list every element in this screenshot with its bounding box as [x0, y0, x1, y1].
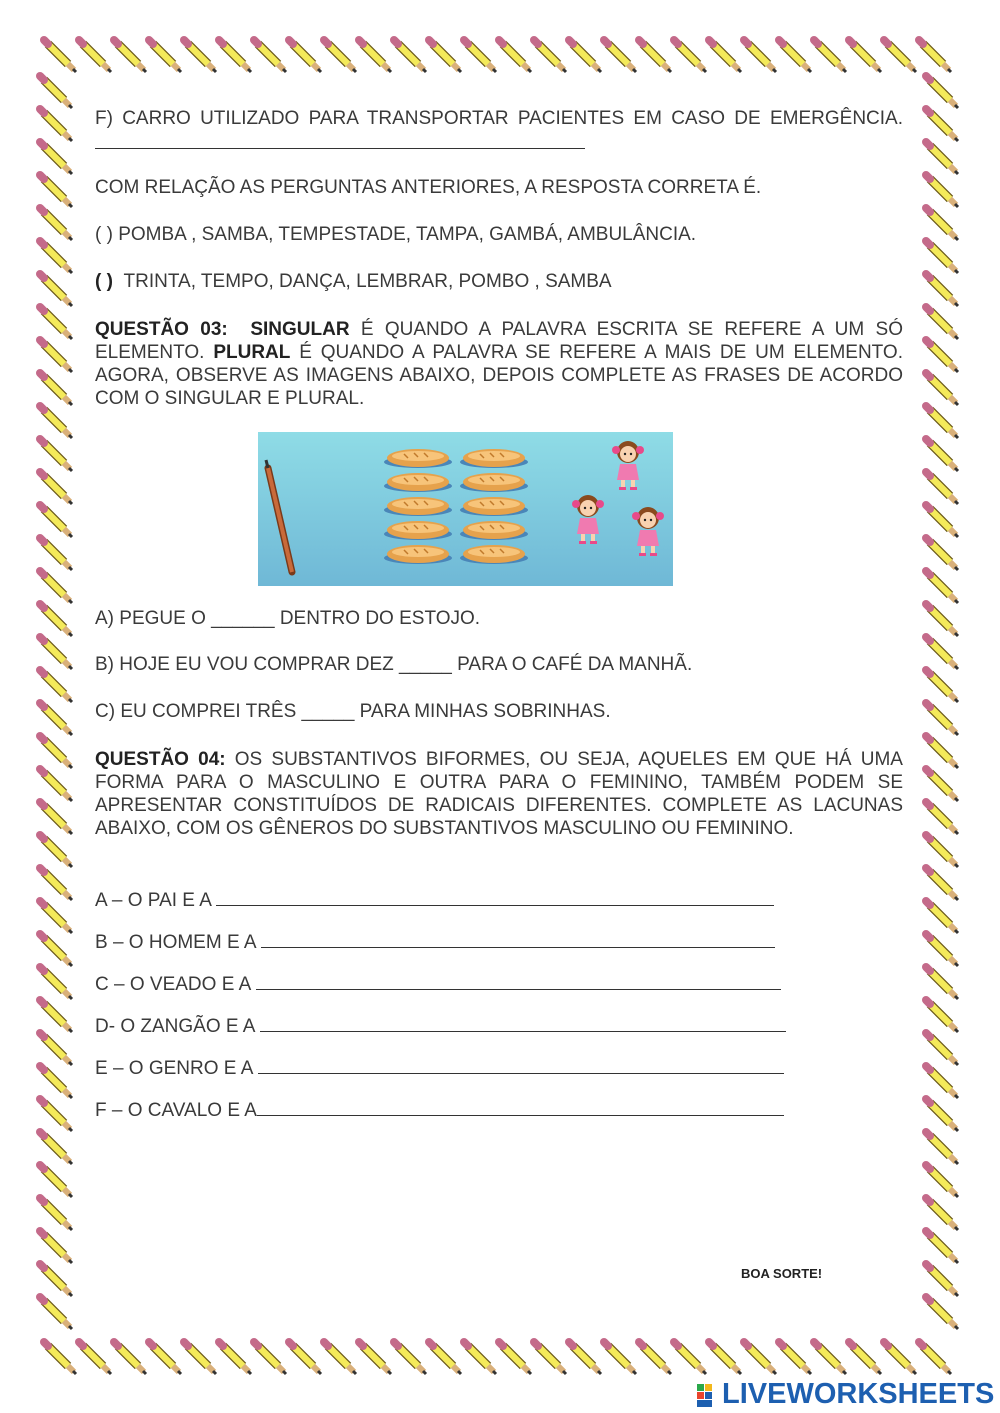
pencil-icon — [569, 40, 601, 72]
question-4-label: QUESTÃO 04: — [95, 749, 226, 770]
liveworksheets-logo[interactable]: LIVEWORKSHEETS — [722, 1378, 995, 1410]
pencil-icon — [534, 40, 566, 72]
singular-plural-illustration — [258, 432, 673, 586]
pencil-icon — [604, 40, 636, 72]
pencil-icon — [926, 1198, 958, 1230]
singular-word: SINGULAR — [250, 319, 350, 340]
pencil-icon — [40, 538, 72, 570]
pencil-icon — [926, 538, 958, 570]
pencil-icon — [926, 472, 958, 504]
q3-item-a: A) PEGUE O ______ DENTRO DO ESTOJO. — [95, 608, 481, 629]
pencil-icon — [40, 406, 72, 438]
pencil-icon — [926, 901, 958, 933]
pencil-icon — [744, 1342, 776, 1374]
q4-item-f: F – O CAVALO E A — [95, 1097, 903, 1122]
pencil-icon — [40, 802, 72, 834]
pencil-icon — [926, 571, 958, 603]
pencil-icon — [926, 307, 958, 339]
pencil-icon — [926, 373, 958, 405]
pencil-icon — [919, 40, 951, 72]
pencil-icon — [926, 439, 958, 471]
pencil-icon — [814, 40, 846, 72]
pencil-icon — [926, 736, 958, 768]
pencil-icon — [40, 439, 72, 471]
pencil-icon — [40, 1132, 72, 1164]
pencil-icon — [40, 1099, 72, 1131]
pencil-icon — [40, 208, 72, 240]
pencil-icon — [926, 109, 958, 141]
pencil-icon — [40, 175, 72, 207]
pencil-icon — [926, 1099, 958, 1131]
pencil-icon — [674, 40, 706, 72]
pencil-icon — [926, 967, 958, 999]
q4-item-c: C – O VEADO E A — [95, 971, 903, 996]
pencil-icon — [40, 1066, 72, 1098]
pencil-icon — [926, 769, 958, 801]
answer-option-2[interactable] — [95, 271, 903, 293]
answer-blank[interactable] — [258, 1055, 784, 1074]
pencil-icon — [184, 1342, 216, 1374]
pencil-icon — [40, 505, 72, 537]
pencil-icon — [926, 1264, 958, 1296]
pencil-icon — [926, 868, 958, 900]
pencil-icon — [40, 571, 72, 603]
pencil-icon — [40, 1000, 72, 1032]
answer-blank[interactable] — [216, 887, 774, 906]
pencil-icon — [254, 1342, 286, 1374]
pencil-icon — [926, 703, 958, 735]
pencil-icon — [926, 934, 958, 966]
pencil-icon — [40, 835, 72, 867]
pencil-icon — [40, 1198, 72, 1230]
pencil-icon — [779, 40, 811, 72]
pencil-icon — [926, 1132, 958, 1164]
pencil-icon — [779, 1342, 811, 1374]
pencil-icon — [926, 208, 958, 240]
pencil-icon — [40, 637, 72, 669]
answer-blank[interactable] — [261, 929, 775, 948]
pencil-icon — [40, 1297, 72, 1329]
pencil-icon — [40, 769, 72, 801]
pencil-icon — [464, 40, 496, 72]
pencil-icon — [394, 40, 426, 72]
pencil-icon — [926, 1231, 958, 1263]
question-f: F) CARRO UTILIZADO PARA TRANSPORTAR PACIENTES EM CASO DE EMERGÊNCIA. — [95, 107, 903, 155]
option-2-text: TRINTA, TEMPO, DANÇA, LEMBRAR, POMBO , SAMBA — [123, 271, 612, 292]
pencil-icon — [40, 736, 72, 768]
pencil-icon — [40, 868, 72, 900]
pencil-icon — [926, 1066, 958, 1098]
pencil-icon — [814, 1342, 846, 1374]
pencil-icon — [639, 40, 671, 72]
pencil-icon — [40, 109, 72, 141]
answer-blank[interactable] — [95, 130, 585, 149]
pencil-icon — [744, 40, 776, 72]
question-3-label: QUESTÃO 03: — [95, 319, 228, 340]
pencil-icon — [849, 1342, 881, 1374]
pencil-icon — [926, 670, 958, 702]
pencil-icon — [289, 40, 321, 72]
pencil-icon — [289, 1342, 321, 1374]
pencil-icon — [40, 901, 72, 933]
pencil-icon — [44, 40, 76, 72]
pencil-icon — [149, 40, 181, 72]
pencil-icon — [40, 604, 72, 636]
pencil-icon — [40, 274, 72, 306]
pencil-icon — [926, 835, 958, 867]
q4-item-e: E – O GENRO E A — [95, 1055, 903, 1080]
pencil-icon — [114, 40, 146, 72]
pencil-icon — [40, 703, 72, 735]
pencil-icon — [324, 1342, 356, 1374]
pencil-icon — [40, 307, 72, 339]
pencil-icon — [40, 934, 72, 966]
pencil-icon — [184, 40, 216, 72]
pencil-icon — [40, 1264, 72, 1296]
pencil-icon — [44, 1342, 76, 1374]
pencil-icon — [79, 1342, 111, 1374]
q4-item-d: D- O ZANGÃO E A — [95, 1013, 903, 1038]
pencil-icon — [534, 1342, 566, 1374]
pencil-icon — [926, 505, 958, 537]
pencil-icon — [926, 76, 958, 108]
pencil-icon — [40, 142, 72, 174]
pencil-icon — [569, 1342, 601, 1374]
pencil-icon — [926, 142, 958, 174]
pencil-icon — [40, 340, 72, 372]
pencil-icon — [926, 802, 958, 834]
pencil-icon — [324, 40, 356, 72]
pencil-icon — [709, 40, 741, 72]
pencil-icon — [499, 40, 531, 72]
question-3-statement: QUESTÃO 03: SINGULAR É QUANDO A PALAVRA ESCRITA SE REFERE A UM SÓ ELEMENTO. PLURAL É QUANDO A PALAVRA SE REFERE A MAIS DE UM ELEMENTO. AGORA, OBSERVE AS IMAGENS ABAIXO, DEPOIS COMPLETE AS FRASES DE ACORDO COM O SINGULAR E PLURAL. — [95, 319, 903, 409]
pencil-icon — [464, 1342, 496, 1374]
pencil-icon — [604, 1342, 636, 1374]
pencil-icon — [40, 472, 72, 504]
pencil-icon — [394, 1342, 426, 1374]
pencil-icon — [40, 1033, 72, 1065]
pencil-icon — [114, 1342, 146, 1374]
pencil-icon — [926, 340, 958, 372]
answer-prompt: COM RELAÇÃO AS PERGUNTAS ANTERIORES, A RESPOSTA CORRETA É. — [95, 177, 762, 198]
pencil-icon — [219, 40, 251, 72]
pencil-icon — [639, 1342, 671, 1374]
pencil-icon — [40, 1165, 72, 1197]
q3-item-c: C) EU COMPREI TRÊS _____ PARA MINHAS SOBRINHAS. — [95, 701, 611, 722]
answer-blank[interactable] — [260, 1013, 786, 1032]
pencil-icon — [926, 1000, 958, 1032]
pencil-icon — [40, 373, 72, 405]
pencil-icon — [926, 175, 958, 207]
pencil-icon — [926, 1165, 958, 1197]
pencil-icon — [40, 241, 72, 273]
pencil-icon — [499, 1342, 531, 1374]
answer-blank[interactable] — [256, 971, 781, 990]
pencil-icon — [40, 1231, 72, 1263]
pencil-icon — [254, 40, 286, 72]
pencil-icon — [79, 40, 111, 72]
question-4-statement: QUESTÃO 04: OS SUBSTANTIVOS BIFORMES, OU SEJA, AQUELES EM QUE HÁ UMA FORMA PARA O MASCULINO E OUTRA PARA O FEMININO, TAMBÉM PODEM SE APRESENTAR CONSTITUÍDOS DE RADICAIS DIFERENTES. COMPLETE AS LACUNAS ABAIXO, COM OS GÊNEROS DO SUBSTANTIVOS MASCULINO OU FEMININO. — [95, 749, 903, 839]
pencil-icon — [709, 1342, 741, 1374]
answer-blank[interactable] — [257, 1097, 784, 1116]
pencil-icon — [919, 1342, 951, 1374]
liveworksheets-logo-icon — [697, 1384, 721, 1408]
pencil-icon — [926, 1033, 958, 1065]
answer-option-1[interactable]: ( ) POMBA , SAMBA, TEMPESTADE, TAMPA, GAMBÁ, AMBULÂNCIA. — [95, 224, 697, 245]
pencil-icon — [926, 274, 958, 306]
pencil-icon — [849, 40, 881, 72]
option-2-parens: ( ) — [95, 271, 113, 292]
q3-item-b: B) HOJE EU VOU COMPRAR DEZ _____ PARA O CAFÉ DA MANHÃ. — [95, 654, 693, 675]
pencil-icon — [926, 406, 958, 438]
pencil-icon — [359, 1342, 391, 1374]
pencil-icon — [429, 1342, 461, 1374]
pencil-icon — [926, 1297, 958, 1329]
pencil-icon — [674, 1342, 706, 1374]
pencil-icon — [359, 40, 391, 72]
pencil-icon — [884, 40, 916, 72]
pencil-icon — [40, 76, 72, 108]
q4-item-a: A – O PAI E A — [95, 887, 903, 912]
pencil-icon — [219, 1342, 251, 1374]
closing-text: BOA SORTE! — [741, 1266, 823, 1281]
pencil-icon — [884, 1342, 916, 1374]
pencil-icon — [429, 40, 461, 72]
pencil-icon — [40, 967, 72, 999]
pencil-icon — [149, 1342, 181, 1374]
pencil-icon — [926, 637, 958, 669]
pencil-icon — [926, 241, 958, 273]
pencil-icon — [40, 670, 72, 702]
plural-word: PLURAL — [213, 342, 291, 363]
pencil-icon — [926, 604, 958, 636]
q4-item-b: B – O HOMEM E A — [95, 929, 903, 954]
